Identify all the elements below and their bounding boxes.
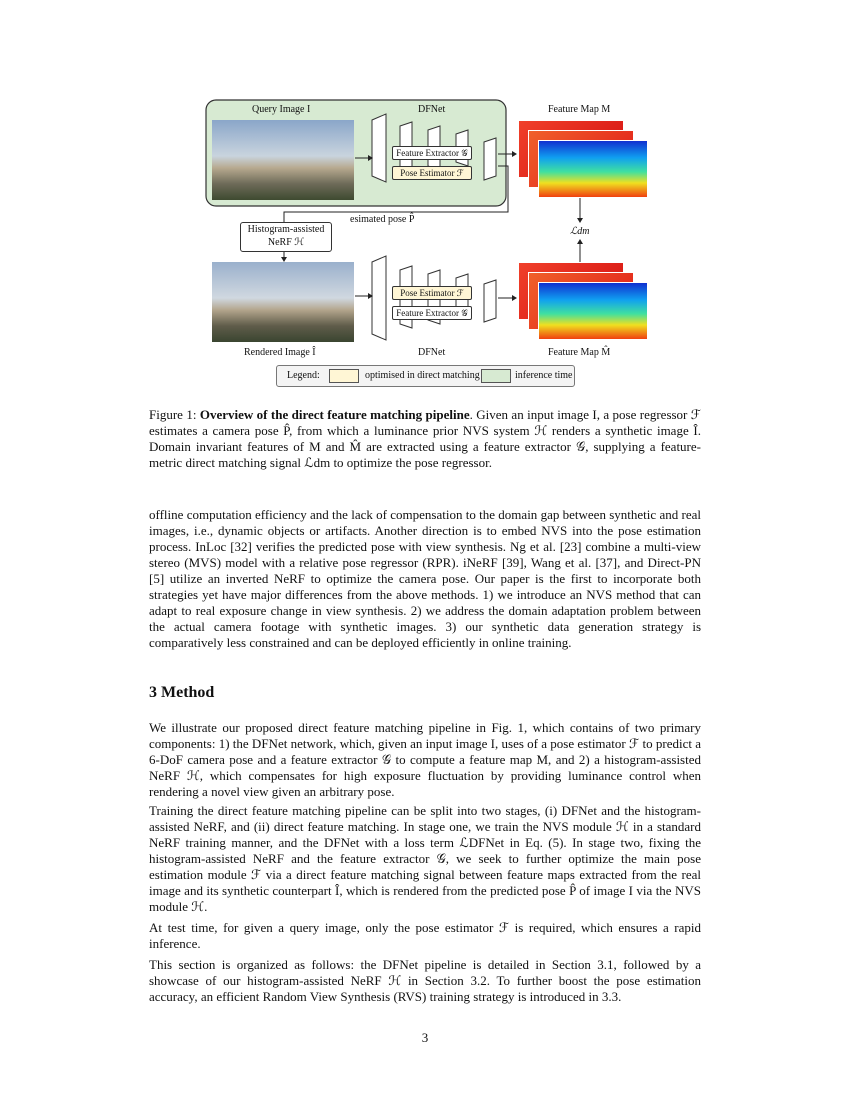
caption-bold: Overview of the direct feature matching pipeline (199, 407, 470, 422)
feature-map-top-front (538, 140, 648, 198)
query-image-label: Query Image I (252, 104, 311, 115)
legend-swatch-optimised (329, 369, 359, 383)
nerf-label-line2: NeRF ℋ (267, 237, 305, 248)
encoder-block (372, 114, 386, 182)
decoder-block (484, 138, 496, 180)
pose-estimator-bottom: Pose Estimator ℱ (392, 286, 472, 300)
loss-label: ℒdm (570, 226, 590, 237)
rendered-image-label: Rendered Image Î (244, 347, 316, 358)
query-image (212, 120, 354, 200)
section-heading: 3 Method (149, 684, 215, 701)
legend-item-inference: inference time (515, 370, 573, 381)
paragraph-3: Training the direct feature matching pipeline can be split into two stages, (i) DFNet and the histogram-assisted NeRF, and (ii) direct feature matching. In stage one, we train the NVS module ℋ in a standard NeRF training manner, and the DFNet with a loss term ℒDFNet in Eq. (5). In stage two, fixing the histogram-assisted NeRF and the feature extractor 𝒢, we seek to further optimize the main pose estimation module ℱ via a direct feature matching signal between feature maps extracted from the real image and its synthetic counterpart Î, which is rendered from the predicted pose P̂ of image I via the NVS module ℋ. (149, 803, 701, 914)
arrow-head (512, 151, 517, 157)
paragraph-4: At test time, for given a query image, only the pose estimator ℱ is required, which ensures a rapid inference. (149, 920, 701, 951)
dfnet-bottom-label: DFNet (418, 347, 446, 358)
feature-map-bottom-front (538, 282, 648, 340)
pose-estimator-top: Pose Estimator ℱ (392, 166, 472, 180)
caption-prefix: Figure 1: (149, 407, 197, 422)
rendered-image (212, 262, 354, 342)
page-number: 3 (421, 1030, 429, 1045)
paragraph-2: We illustrate our proposed direct feature matching pipeline in Fig. 1, which contains of two primary components: 1) the DFNet network, which, given an input image I, uses of a pose estimator ℱ to predict a 6-DoF camera pose and a feature extractor 𝒢 to compute a feature map M, and 2) a histogram-assisted NeRF ℋ, which compensates for high exposure fluctuation by providing luminance control when rendering a novel view given an arbitrary pose. (149, 720, 701, 799)
caption-text: . Given an input image I, a pose regressor ℱ estimates a camera pose P̂, from which a luminance prior NVS system ℋ renders a synthetic image Î. Domain invariant features of M and M̂ are extracted using a feature extractor 𝒢, supplying a feature-metric direct matching signal ℒdm to optimize the pose regressor. (149, 407, 702, 470)
figure-legend (276, 365, 575, 387)
dfnet-top-label: DFNet (418, 104, 446, 115)
legend-item-optimised: optimised in direct matching (365, 370, 480, 381)
legend-title: Legend: (287, 370, 320, 381)
legend-swatch-inference (481, 369, 511, 383)
figure-caption (149, 407, 701, 471)
figure-1 (200, 96, 660, 391)
feature-extractor-bottom: Feature Extractor 𝒢 (392, 306, 472, 320)
decoder-block (484, 280, 496, 322)
histogram-nerf-box (240, 222, 332, 252)
encoder-block (372, 256, 386, 340)
arrow-head (577, 239, 583, 244)
nerf-label-line1: Histogram-assisted (247, 224, 325, 235)
arrow-head (512, 295, 517, 301)
feature-extractor-top: Feature Extractor 𝒢 (392, 146, 472, 160)
feature-map-top-label: Feature Map M (548, 104, 611, 115)
paragraph-1: offline computation efficiency and the lack of compensation to the domain gap between synthetic and real images, i.e., dynamic objects or artifacts. Another direction is to embed NVS into the pose estimation process. InLoc [32] verifies the predicted pose with view synthesis. Ng et al. [23] combine a multi-view stereo (MVS) model with a relative pose regressor (RPR). iNeRF [39], Wang et al. [37], and Direct-PN [5] utilize an inverted NeRF to optimize the camera pose. Our paper is the first to incorporate both strategies yet have major differences from the above methods. 1) we introduce an NVS method that can adapt to real exposure change in view synthesis. 2) we address the domain adaptation problem between the actual camera footage with synthetic images. 3) our synthetic data generation strategy is comparatively less constrained and can be deployed efficiently in online training. (149, 507, 701, 650)
feature-map-bottom-label: Feature Map M̂ (548, 347, 611, 358)
estimated-pose-label: esimated pose P̂ (350, 214, 415, 225)
paragraph-5: This section is organized as follows: the DFNet pipeline is detailed in Section 3.1, followed by a showcase of our histogram-assisted NeRF ℋ in Section 3.2. To further boost the pose estimation accuracy, an efficient Random View Synthesis (RVS) training strategy is introduced in 3.3. (149, 957, 701, 1004)
arrow-head (577, 218, 583, 223)
